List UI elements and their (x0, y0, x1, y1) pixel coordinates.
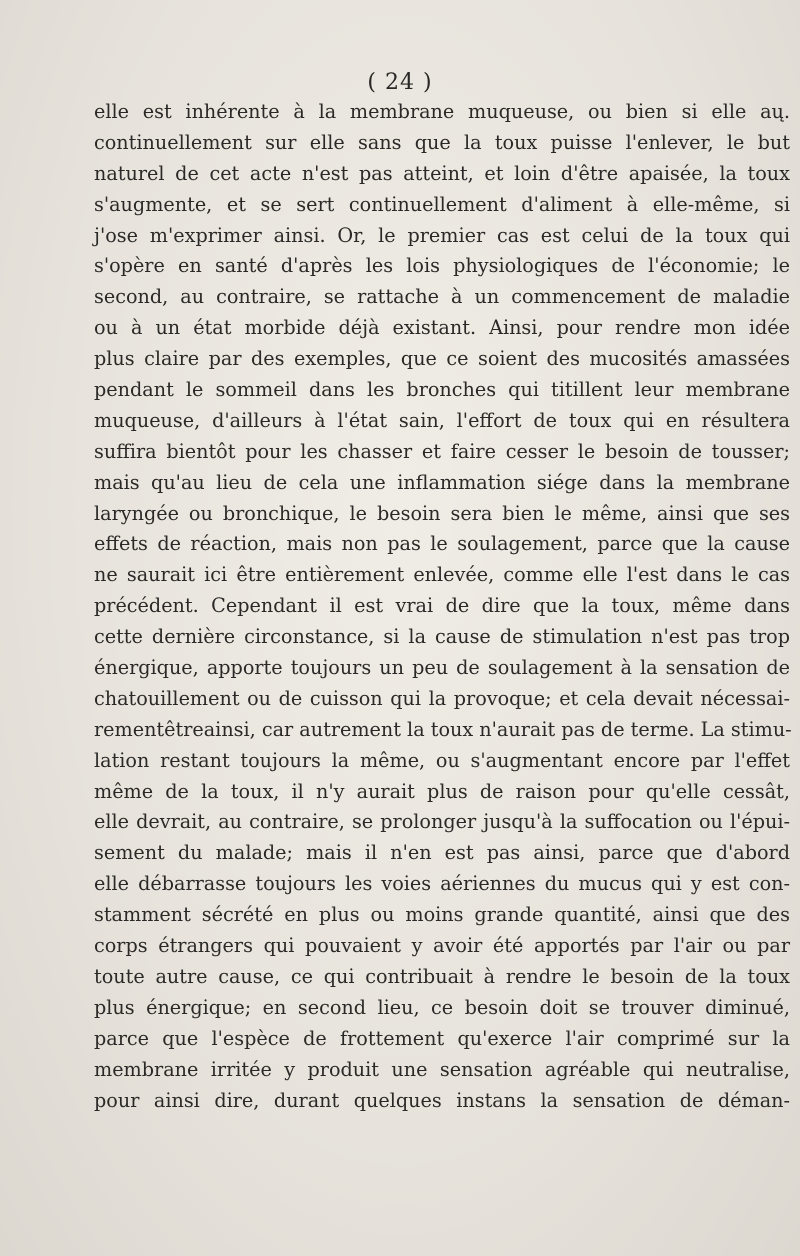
body-text (94, 97, 790, 1116)
text-line: membrane irritée y produit une sensation agréable qui neutralise, (94, 1057, 790, 1081)
text-line: j'ose m'exprimer ainsi. Or, le premier cas est celui de la toux qui (94, 223, 790, 247)
text-line: muqueuse, d'ailleurs à l'état sain, l'effort de toux qui en résultera (94, 408, 790, 432)
text-line: effets de réaction, mais non pas le soulagement, parce que la cause (94, 532, 790, 556)
text-line: laryngée ou bronchique, le besoin sera bien le même, ainsi que ses (94, 501, 790, 525)
text-line: sement du malade; mais il n'en est pas ainsi, parce que d'abord (94, 841, 790, 865)
text-line: parce que l'espèce de frottement qu'exerce l'air comprimé sur la (94, 1026, 790, 1050)
text-line: pendant le sommeil dans les bronches qui titillent leur membrane (94, 378, 790, 402)
text-line: suffira bientôt pour les chasser et faire cesser le besoin de tousser; (94, 439, 790, 463)
page-number: ( 24 ) (367, 70, 433, 95)
text-line: énergique, apporte toujours un peu de soulagement à la sensation de (94, 656, 790, 680)
text-line: s'augmente, et se sert continuellement d'aliment à elle-même, si (94, 192, 790, 216)
text-line: elle est inhérente à la membrane muqueuse, ou bien si elle aų. (94, 100, 790, 123)
text-line: ou à un état morbide déjà existant. Ainsi, pour rendre mon idée (94, 316, 790, 340)
text-line: continuellement sur elle sans que la toux puisse l'enlever, le but (94, 130, 790, 154)
text-line: second, au contraire, se rattache à un commencement de maladie (94, 285, 790, 309)
text-line: pour ainsi dire, durant quelques instans la sensation de déman- (94, 1088, 790, 1112)
text-line: toute autre cause, ce qui contribuait à rendre le besoin de la toux (94, 964, 790, 988)
text-line: elle débarrasse toujours les voies aériennes du mucus qui y est con- (94, 872, 790, 896)
text-line: lation restant toujours la même, ou s'augmentant encore par l'effet (94, 748, 790, 772)
text-line: chatouillement ou de cuisson qui la provoque; et cela devait nécessai- (94, 686, 790, 710)
text-line: cette dernière circonstance, si la cause de stimulation n'est pas trop (94, 625, 790, 649)
text-line: ne saurait ici être entièrement enlevée, comme elle l'est dans le cas (94, 563, 790, 587)
text-line: plus énergique; en second lieu, ce besoin doit se trouver diminué, (94, 995, 790, 1019)
text-line: mais qu'au lieu de cela une inflammation siége dans la membrane (94, 470, 790, 494)
text-line: stamment sécrété en plus ou moins grande quantité, ainsi que des (94, 903, 790, 927)
text-line: plus claire par des exemples, que ce soient des mucosités amassées (94, 347, 790, 371)
text-line: même de la toux, il n'y aurait plus de raison pour qu'elle cessât, (94, 779, 790, 803)
text-line: elle devrait, au contraire, se prolonger jusqu'à la suffocation ou l'épui- (94, 810, 790, 834)
text-line: corps étrangers qui pouvaient y avoir été apportés par l'air ou par (94, 934, 790, 958)
text-line: s'opère en santé d'après les lois physiologiques de l'économie; le (94, 254, 790, 278)
text-line: rementêtreainsi, car autrement la toux n'aurait pas de terme. La stimu- (94, 717, 792, 741)
text-line: précédent. Cependant il est vrai de dire que la toux, même dans (94, 594, 790, 618)
text-line: naturel de cet acte n'est pas atteint, et loin d'être apaisée, la toux (94, 161, 790, 185)
